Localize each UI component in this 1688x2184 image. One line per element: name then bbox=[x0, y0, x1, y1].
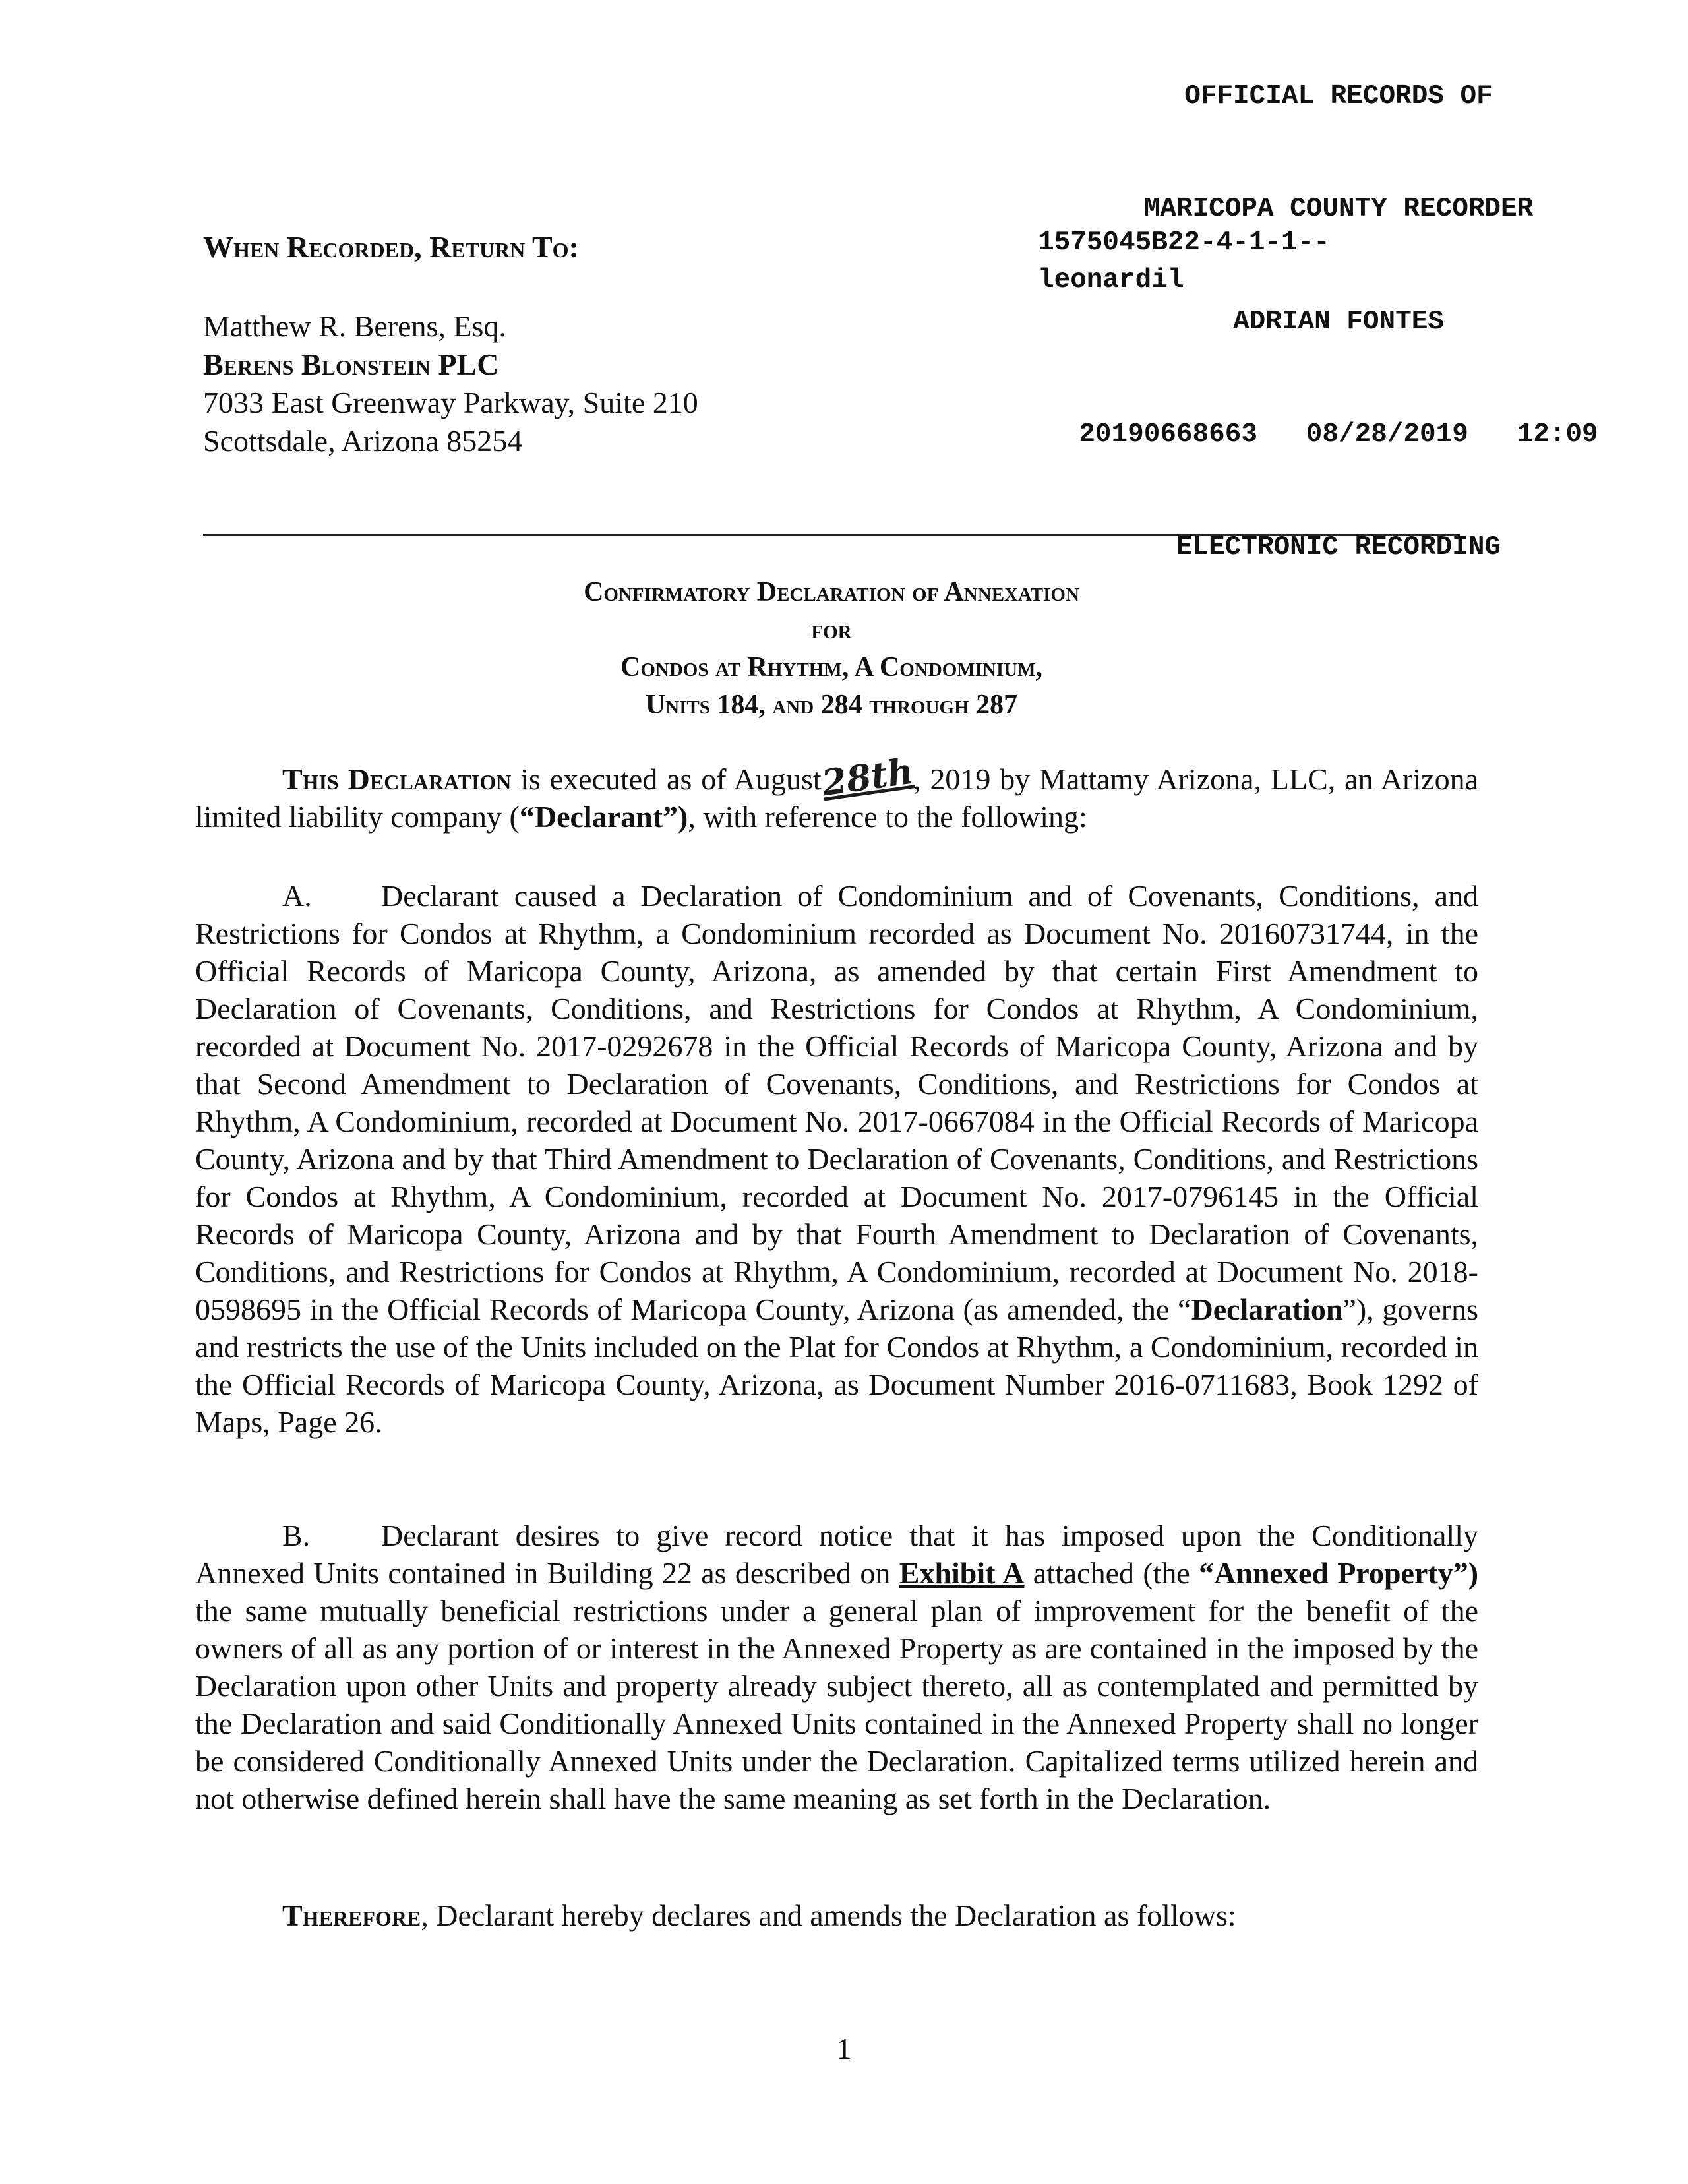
recorder-stamp bbox=[1015, 3, 1662, 604]
intro-text-3: , with reference to the following: bbox=[688, 800, 1087, 834]
recording-code-2: leonardil bbox=[1038, 265, 1184, 295]
return-address bbox=[203, 307, 698, 460]
declaration-term: Declaration bbox=[1191, 1292, 1343, 1326]
recording-code bbox=[1038, 224, 1330, 299]
paragraph-b bbox=[195, 1517, 1478, 1817]
document-title bbox=[203, 574, 1460, 724]
annexed-property-term: “Annexed Property”) bbox=[1199, 1556, 1479, 1590]
attorney-name: Matthew R. Berens, Esq. bbox=[203, 309, 506, 343]
therefore-text: , Declarant hereby declares and amends the Declaration as follows: bbox=[421, 1898, 1236, 1932]
divider-rule bbox=[203, 534, 1460, 536]
stamp-line-2: MARICOPA COUNTY RECORDER bbox=[1143, 194, 1534, 224]
paragraph-a bbox=[195, 877, 1478, 1441]
firm-name: Berens Blonstein PLC bbox=[203, 348, 499, 381]
title-line-2: for bbox=[811, 615, 852, 645]
stamp-line-4: 20190668663 08/28/2019 12:09 bbox=[1079, 419, 1598, 450]
title-line-3: Condos at Rhythm, A Condominium, bbox=[620, 652, 1042, 682]
paragraph-b-text-2: attached (the bbox=[1024, 1556, 1199, 1590]
paragraph-a-text-2: ”), governs and restricts the use of the Units included on the Plat for Condos at Rhythm, a Condominium, recorded in the Official Records of Maricopa County, Arizona, as Document Number 2016-0711683, Book 1292 of Maps, Page 26. bbox=[195, 1292, 1478, 1439]
street-address: 7033 East Greenway Parkway, Suite 210 bbox=[203, 386, 698, 419]
intro-paragraph bbox=[195, 749, 1478, 835]
paragraph-b-text-3: the same mutually beneficial restrictions under a general plan of improvement for the benefit of the owners of all as any portion of or interest in the Annexed Property as are contained in the imposed by the Declaration upon other Units and property already subject thereto, all as contemplated and permitted by the Declaration and said Conditionally Annexed Units contained in the Annexed Property shall no longer be considered Conditionally Annexed Units under the Declaration. Capitalized terms utilized herein and not otherwise defined herein shall have the same meaning as set forth in the Declaration. bbox=[195, 1594, 1478, 1815]
therefore-lead: Therefore bbox=[282, 1898, 421, 1932]
recording-code-1: 1575045B22-4-1-1-- bbox=[1038, 228, 1330, 258]
handwritten-date: 28th bbox=[818, 749, 916, 804]
title-line-4: Units 184, and 284 through 287 bbox=[645, 690, 1018, 720]
therefore-paragraph bbox=[195, 1896, 1478, 1934]
intro-text-1: is executed as of August bbox=[511, 762, 822, 796]
stamp-line-1: OFFICIAL RECORDS OF bbox=[1184, 81, 1493, 111]
stamp-line-3: ADRIAN FONTES bbox=[1233, 307, 1444, 337]
intro-lead: This Declaration bbox=[282, 762, 512, 796]
paragraph-a-text-1: Declarant caused a Declaration of Condominium and of Covenants, Conditions, and Restrictions for Condos at Rhythm, a Condominium recorded as Document No. 20160731744, in the Official Records of Maricopa County, Arizona, as amended by that certain First Amendment to Declaration of Covenants, Conditions, and Restrictions for Condos at Rhythm, A Condominium, recorded at Document No. 2017-0292678 in the Official Records of Maricopa County, Arizona and by that Second Amendment to Declaration of Covenants, Conditions, and Restrictions for Condos at Rhythm, A Condominium, recorded at Document No. 2017-0667084 in the Official Records of Maricopa County, Arizona and by that Third Amendment to Declaration of Covenants, Conditions, and Restrictions for Condos at Rhythm, A Condominium, recorded at Document No. 2017-0796145 in the Official Records of Maricopa County, Arizona and by that Fourth Amendment to Declaration of Covenants, Conditions, and Restrictions for Condos at Rhythm, A Condominium, recorded at Document No. 2018-0598695 in the Official Records of Maricopa County, Arizona (as amended, the “ bbox=[195, 879, 1478, 1326]
title-line-1: Confirmatory Declaration of Annexation bbox=[584, 577, 1079, 607]
page-number: 1 bbox=[836, 2032, 852, 2065]
stamp-line-5: ELECTRONIC RECORDING bbox=[1176, 532, 1501, 562]
exhibit-a-reference: Exhibit A bbox=[899, 1556, 1025, 1590]
paragraph-b-label: B. bbox=[282, 1519, 311, 1552]
city-state-zip: Scottsdale, Arizona 85254 bbox=[203, 424, 523, 458]
return-to-label: When Recorded, Return To: bbox=[203, 230, 579, 264]
paragraph-a-label: A. bbox=[282, 879, 312, 913]
intro-text-2: , 2019 by Mattamy Arizona, LLC, an Arizona limited liability company ( bbox=[195, 762, 1478, 834]
declarant-term: “Declarant”) bbox=[519, 800, 688, 834]
paragraph-b-text-1: Declarant desires to give record notice that it has imposed upon the Conditionally Annexed Units contained in Building 22 as described on bbox=[195, 1519, 1478, 1590]
